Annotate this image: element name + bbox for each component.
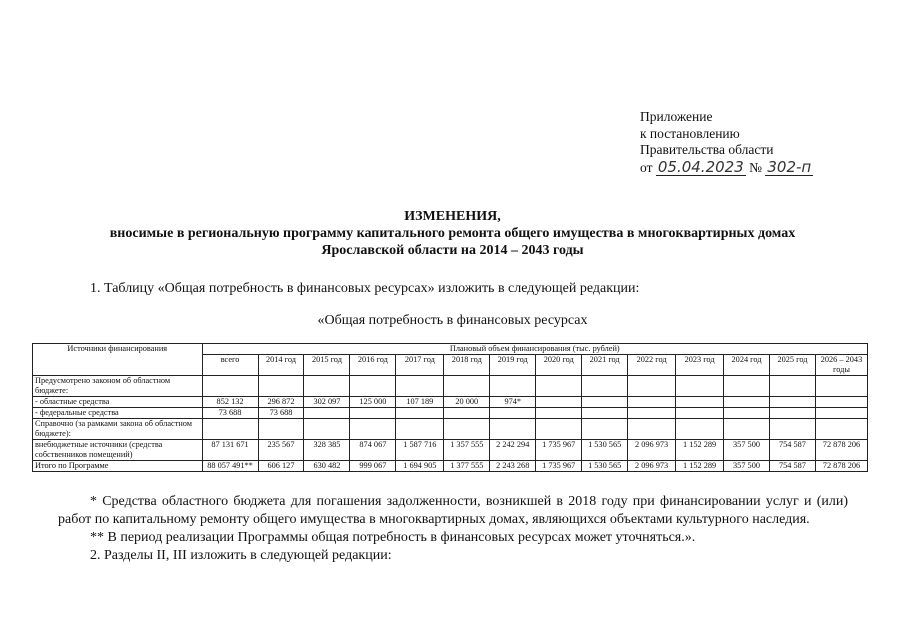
approval-date: 05.04.2023 xyxy=(657,157,744,176)
footnote-1: * Средства областного бюджета для погашения задолженности, возникшей в 2018 году при финансировании услуг и (или) работ по капитальному ремонту общего имущества в многоквартирных домах, являющихся объектами культурного наследия. xyxy=(58,494,848,527)
table-row xyxy=(33,461,868,472)
table-cell xyxy=(628,376,676,397)
table-cell xyxy=(676,376,724,397)
table-cell xyxy=(815,397,867,408)
table-cell xyxy=(304,419,350,440)
table-cell xyxy=(582,376,628,397)
table-cell xyxy=(676,419,724,440)
table-cell xyxy=(350,419,396,440)
table-row xyxy=(33,440,868,461)
table-cell xyxy=(350,376,396,397)
table-cell: 107 189 xyxy=(396,397,444,408)
column-header: 2015 год xyxy=(304,355,350,376)
column-header: 2022 год xyxy=(628,355,676,376)
table-cell: 357 500 xyxy=(724,461,770,472)
row-label: - областные средства xyxy=(33,397,203,408)
row-label: - федеральные средства xyxy=(33,408,203,419)
approval-line-1: Приложение xyxy=(640,109,713,124)
table-cell: 852 132 xyxy=(202,397,258,408)
title-line-1: ИЗМЕНЕНИЯ, xyxy=(404,209,501,224)
source-header: Источники финансирования xyxy=(33,344,203,376)
table-cell: 87 131 671 xyxy=(202,440,258,461)
table-cell: 874 067 xyxy=(350,440,396,461)
table-cell xyxy=(724,419,770,440)
approval-line-3: Правительства области xyxy=(640,142,774,157)
column-header: всего xyxy=(202,355,258,376)
table-cell xyxy=(628,397,676,408)
table-header-row-1 xyxy=(33,344,868,355)
table-cell xyxy=(582,419,628,440)
table-cell xyxy=(490,376,536,397)
column-header: 2023 год xyxy=(676,355,724,376)
approval-line-2: к постановлению xyxy=(640,125,740,141)
table-cell: 88 057 491** xyxy=(202,461,258,472)
table-cell: 1 530 565 xyxy=(582,440,628,461)
table-cell: 72 878 206 xyxy=(815,440,867,461)
column-header: 2018 год xyxy=(444,355,490,376)
table-row xyxy=(33,419,868,440)
table-row xyxy=(33,376,868,397)
column-header: 2025 год xyxy=(770,355,816,376)
paragraph-2: 2. Разделы II, III изложить в следующей редакции: xyxy=(90,548,392,563)
table-cell: 606 127 xyxy=(258,461,304,472)
table-cell: 296 872 xyxy=(258,397,304,408)
finance-table xyxy=(32,343,868,472)
table-row xyxy=(33,397,868,408)
column-header: 2020 год xyxy=(536,355,582,376)
table-cell xyxy=(536,419,582,440)
column-header: 2019 год xyxy=(490,355,536,376)
column-header: 2017 год xyxy=(396,355,444,376)
table-cell xyxy=(815,419,867,440)
table-cell: 328 385 xyxy=(304,440,350,461)
approval-ot: от xyxy=(640,159,653,175)
table-cell xyxy=(770,419,816,440)
paragraph-1: 1. Таблицу «Общая потребность в финансовых ресурсах» изложить в следующей редакции: xyxy=(90,281,640,296)
table-cell: 1 587 716 xyxy=(396,440,444,461)
table-cell xyxy=(582,397,628,408)
table-cell xyxy=(350,408,396,419)
table-cell xyxy=(628,419,676,440)
table-cell: 1 152 289 xyxy=(676,440,724,461)
table-cell xyxy=(490,408,536,419)
table-cell xyxy=(396,408,444,419)
table-cell xyxy=(202,376,258,397)
table-cell xyxy=(536,397,582,408)
column-header: 2026 – 2043 годы xyxy=(815,355,867,376)
table-cell xyxy=(444,376,490,397)
table-cell xyxy=(770,397,816,408)
table-cell xyxy=(444,419,490,440)
table-cell xyxy=(202,419,258,440)
table-cell xyxy=(815,408,867,419)
notes-block xyxy=(58,493,848,565)
row-label: Итого по Программе xyxy=(33,461,203,472)
table-cell xyxy=(396,419,444,440)
table-body xyxy=(33,376,868,472)
footnote-2: ** В период реализации Программы общая потребность в финансовых ресурсах может уточняться.». xyxy=(90,530,696,545)
table-cell: 974* xyxy=(490,397,536,408)
approval-block xyxy=(640,109,813,176)
table-cell: 73 688 xyxy=(202,408,258,419)
table-cell: 125 000 xyxy=(350,397,396,408)
table-cell: 754 587 xyxy=(770,440,816,461)
table-cell: 235 567 xyxy=(258,440,304,461)
table-cell xyxy=(770,376,816,397)
row-label: Справочно (за рамками закона об областном бюджете): xyxy=(33,419,203,440)
column-header: 2014 год xyxy=(258,355,304,376)
title-line-3: Ярославской области на 2014 – 2043 годы xyxy=(321,243,584,258)
table-cell xyxy=(628,408,676,419)
table-cell xyxy=(258,376,304,397)
table-cell xyxy=(770,408,816,419)
table-cell xyxy=(396,376,444,397)
table-cell: 1 694 905 xyxy=(396,461,444,472)
table-cell: 2 243 268 xyxy=(490,461,536,472)
approval-number: 302-п xyxy=(767,157,812,176)
table-cell xyxy=(582,408,628,419)
column-header: 2021 год xyxy=(582,355,628,376)
table-cell xyxy=(444,408,490,419)
table-cell xyxy=(676,397,724,408)
table-cell xyxy=(536,408,582,419)
table-cell xyxy=(536,376,582,397)
table-cell xyxy=(676,408,724,419)
column-header: 2016 год xyxy=(350,355,396,376)
table-cell: 1 530 565 xyxy=(582,461,628,472)
table-cell: 2 242 294 xyxy=(490,440,536,461)
table-cell xyxy=(724,376,770,397)
approval-no: № xyxy=(749,159,763,175)
plan-header: Плановый объем финансирования (тыс. рублей) xyxy=(202,344,867,355)
table-cell: 72 878 206 xyxy=(815,461,867,472)
approval-date-line xyxy=(640,159,813,177)
column-header: 2024 год xyxy=(724,355,770,376)
table-cell xyxy=(490,419,536,440)
table-cell xyxy=(724,408,770,419)
table-cell: 630 482 xyxy=(304,461,350,472)
table-cell: 754 587 xyxy=(770,461,816,472)
table-cell: 2 096 973 xyxy=(628,461,676,472)
table-cell xyxy=(304,408,350,419)
table-cell xyxy=(304,376,350,397)
table-cell: 1 735 967 xyxy=(536,440,582,461)
table-cell: 302 097 xyxy=(304,397,350,408)
title-line-2: вносимые в региональную программу капитального ремонта общего имущества в многоквартирных домах xyxy=(109,226,796,241)
table-cell xyxy=(724,397,770,408)
table-cell: 1 735 967 xyxy=(536,461,582,472)
table-row xyxy=(33,408,868,419)
table-cell: 2 096 973 xyxy=(628,440,676,461)
table-cell: 357 500 xyxy=(724,440,770,461)
document-title xyxy=(0,208,905,259)
table-cell: 1 377 555 xyxy=(444,461,490,472)
table-cell: 20 000 xyxy=(444,397,490,408)
table-caption: «Общая потребность в финансовых ресурсах xyxy=(317,313,588,328)
row-label: Предусмотрено законом об областном бюджете: xyxy=(33,376,203,397)
table-cell: 73 688 xyxy=(258,408,304,419)
table-cell: 1 152 289 xyxy=(676,461,724,472)
row-label: внебюджетные источники (средства собственников помещений) xyxy=(33,440,203,461)
table-cell: 1 357 555 xyxy=(444,440,490,461)
table-cell xyxy=(258,419,304,440)
table-cell xyxy=(815,376,867,397)
table-cell: 999 067 xyxy=(350,461,396,472)
